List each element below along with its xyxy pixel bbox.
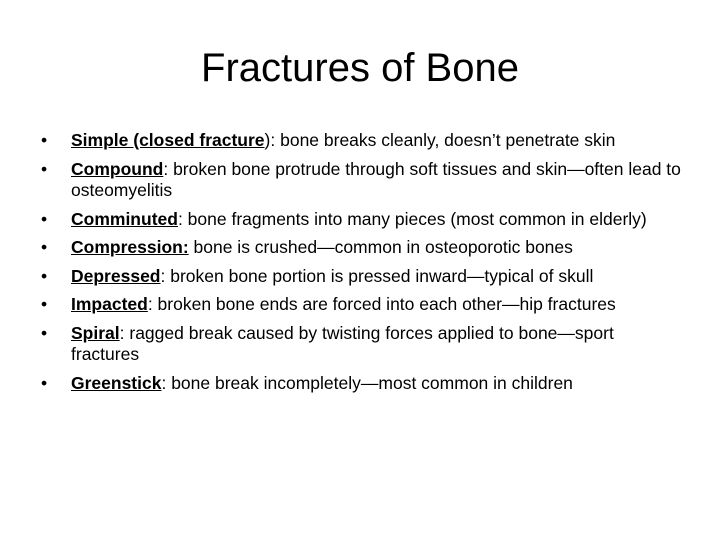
- bullet-icon: •: [41, 322, 48, 343]
- fracture-term: Comminuted: [71, 208, 178, 229]
- list-item-impacted: [36, 294, 686, 316]
- fracture-description: : broken bone portion is pressed inward—typical of skull: [160, 265, 594, 286]
- fracture-description: : bone fragments into many pieces (most common in elderly): [177, 208, 647, 229]
- fracture-description: bone is crushed—common in osteoporotic bones: [188, 237, 573, 257]
- list-item-compression: [36, 237, 686, 259]
- list-item-greenstick: [36, 373, 686, 395]
- fracture-term: Simple (closed fracture: [71, 130, 265, 150]
- list-item-comminuted: [36, 209, 686, 231]
- fracture-term: Depressed: [71, 265, 161, 286]
- fracture-term: Compound: [71, 158, 164, 179]
- slide-title: Fractures of Bone: [201, 46, 519, 90]
- fracture-term: Compression:: [71, 237, 189, 257]
- bullet-icon: •: [41, 265, 48, 286]
- bullet-icon: •: [41, 158, 48, 179]
- fracture-term: Impacted: [71, 294, 148, 314]
- list-item-compound: [36, 159, 686, 202]
- list-item-spiral: [36, 323, 686, 366]
- fracture-description: : ragged break caused by twisting forces applied to bone—sport fractures: [71, 322, 614, 364]
- fracture-term: Greenstick: [71, 372, 162, 393]
- bullet-icon: •: [41, 130, 48, 150]
- fracture-term: Spiral: [71, 322, 120, 343]
- fracture-description: : broken bone protrude through soft tissues and skin—often lead to osteomyelitis: [71, 158, 681, 200]
- fracture-description: ): bone breaks cleanly, doesn’t penetrate skin: [264, 130, 616, 150]
- fracture-description: : bone break incompletely—most common in children: [161, 372, 573, 393]
- list-item-simple: [36, 130, 686, 152]
- bullet-icon: •: [41, 294, 48, 314]
- bullet-icon: •: [41, 372, 48, 393]
- bullet-icon: •: [41, 237, 48, 257]
- list-item-depressed: [36, 266, 686, 288]
- fracture-types-list: [36, 130, 686, 401]
- bullet-icon: •: [41, 208, 48, 229]
- fracture-description: : broken bone ends are forced into each other—hip fractures: [147, 294, 616, 314]
